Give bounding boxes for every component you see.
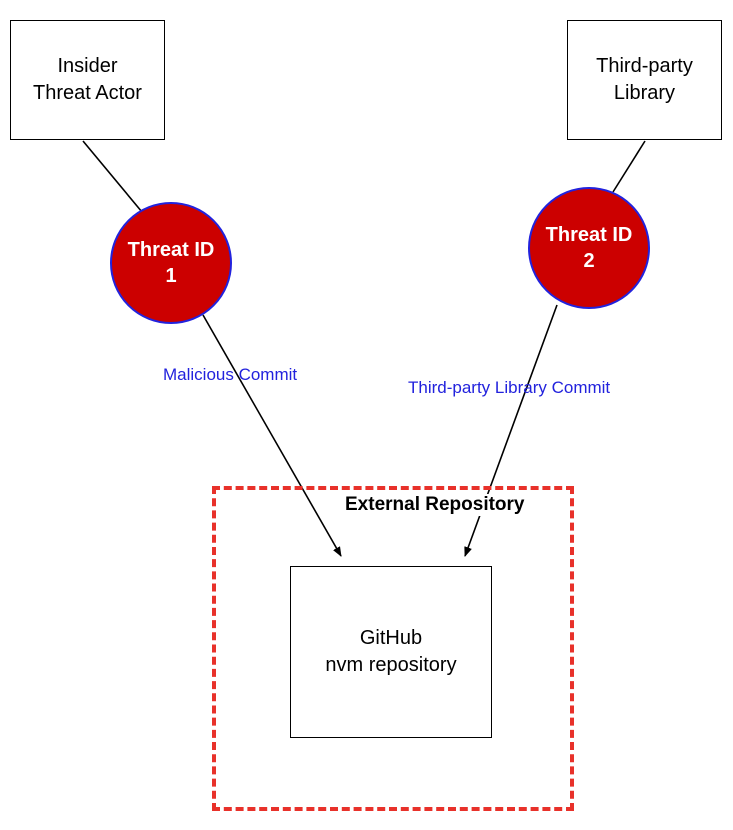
node-threat-id-1[interactable]: [110, 202, 232, 324]
node-third-party-library[interactable]: [567, 20, 722, 140]
edge-insider-to-threat1: [83, 141, 142, 212]
node-insider-threat-actor[interactable]: [10, 20, 165, 140]
node-github-nvm-repository-label: GitHub nvm repository: [325, 627, 457, 676]
node-threat-id-1-label: Threat ID 1: [127, 239, 215, 287]
group-external-repository-label: External Repository: [342, 494, 528, 516]
edge-library-to-threat2: [613, 141, 645, 192]
node-threat-id-2-label: Threat ID 2: [545, 224, 633, 272]
node-insider-threat-actor-label: Insider Threat Actor: [33, 55, 142, 104]
edge-label-third-party-library-commit: Third-party Library Commit: [408, 378, 611, 397]
node-threat-id-2[interactable]: [528, 187, 650, 309]
node-third-party-library-label: Third-party Library: [596, 55, 693, 104]
node-github-nvm-repository[interactable]: [290, 566, 492, 738]
edge-label-malicious-commit: Malicious Commit: [163, 365, 298, 384]
